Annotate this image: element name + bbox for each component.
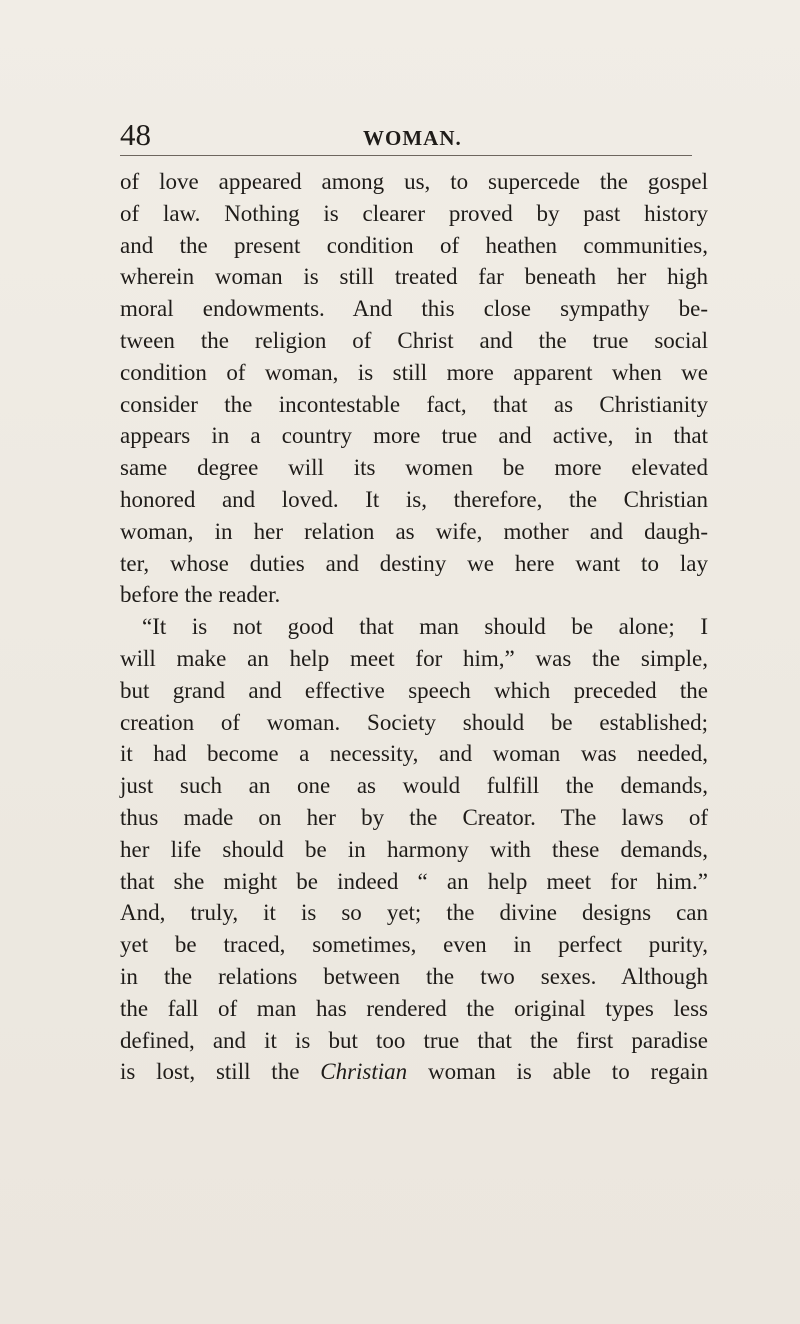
text-line: of law. Nothing is clearer proved by past history — [120, 200, 708, 226]
text-line: in the relations between the two sexes. Although — [120, 963, 708, 989]
text-line: defined, and it is but too true that the first paradise — [120, 1027, 708, 1053]
final-line-end: woman is able to regain — [407, 1059, 708, 1085]
text-line: appears in a country more true and active, in that — [120, 423, 708, 449]
text-line: her life should be in harmony with these demands, — [120, 836, 708, 862]
text-line: of love appeared among us, to supercede the gospel — [120, 169, 708, 194]
text-line: thus made on her by the Creator. The laws of — [120, 804, 708, 830]
text-line: wherein woman is still treated far beneath her high — [120, 264, 708, 290]
italic-word: Christian — [320, 1059, 408, 1085]
text-line: consider the incontestable fact, that as Christianity — [120, 391, 708, 417]
text-line: creation of woman. Society should be established; — [120, 709, 708, 735]
text-line: same degree will its women be more elevated — [120, 455, 708, 481]
text-line: that she might be indeed “ an help meet for him.” — [120, 868, 708, 894]
text-line: And, truly, it is so yet; the divine designs can — [120, 900, 708, 926]
text-line: yet be traced, sometimes, even in perfect purity, — [120, 932, 708, 958]
text-line: but grand and effective speech which preceded the — [120, 677, 708, 703]
text-line: and the present condition of heathen communities, — [120, 232, 708, 258]
text-line: ter, whose duties and destiny we here want to lay — [120, 550, 708, 576]
final-line-start: is lost, still the — [120, 1059, 321, 1085]
body-text — [120, 166, 708, 1088]
text-line: tween the religion of Christ and the true social — [120, 327, 708, 353]
page-header — [120, 117, 700, 153]
text-line: woman, in her relation as wife, mother and daugh- — [120, 518, 708, 544]
text-line: the fall of man has rendered the original types less — [120, 995, 708, 1021]
text-line: just such an one as would fulfill the demands, — [120, 773, 708, 799]
text-line: before the reader. — [120, 582, 281, 608]
text-line: will make an help meet for him,” was the simple, — [120, 645, 708, 671]
running-head: WOMAN. — [363, 126, 462, 150]
text-line: it had become a necessity, and woman was needed, — [120, 741, 708, 767]
page-number: 48 — [120, 117, 151, 152]
text-line: “It is not good that man should be alone; I — [142, 614, 708, 640]
text-line: moral endowments. And this close sympathy be- — [120, 296, 708, 322]
text-line-final — [120, 1056, 708, 1088]
header-rule — [120, 155, 692, 156]
text-line: condition of woman, is still more apparent when we — [120, 359, 708, 385]
text-line: honored and loved. It is, therefore, the Christian — [120, 486, 708, 512]
